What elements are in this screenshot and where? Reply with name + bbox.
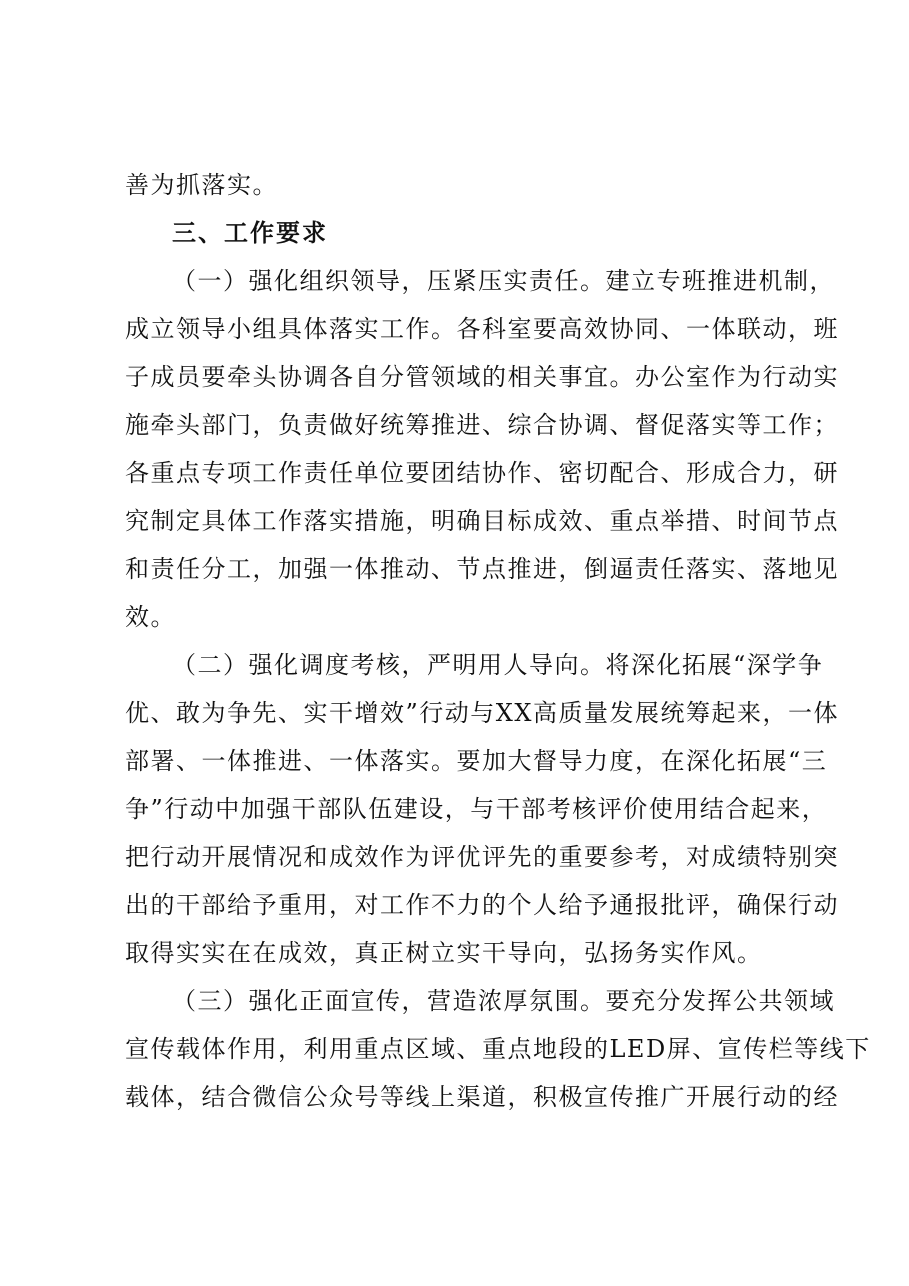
paragraph-1-line-6: 究制定具体工作落实措施，明确目标成效、重点举措、时间节点 bbox=[125, 507, 839, 535]
paragraph-2-line-5: 把行动开展情况和成效作为评优评先的重要参考，对成绩特别突 bbox=[125, 843, 839, 871]
paragraph-2-line-1: （二）强化调度考核，严明用人导向。将深化拓展“深学争 bbox=[172, 651, 824, 679]
text-line-continuation: 善为抓落实。 bbox=[125, 171, 278, 199]
paragraph-2-line-2: 优、敢为争先、实干增效”行动与XX高质量发展统筹起来，一体 bbox=[125, 699, 839, 727]
paragraph-1-line-3: 子成员要牵头协调各自分管领域的相关事宜。办公室作为行动实 bbox=[125, 363, 839, 391]
paragraph-1-line-2: 成立领导小组具体落实工作。各科室要高效协同、一体联动，班 bbox=[125, 315, 839, 343]
paragraph-1-line-7: 和责任分工，加强一体推动、节点推进，倒逼责任落实、落地见 bbox=[125, 555, 839, 583]
paragraph-2-line-3: 部署、一体推进、一体落实。要加大督导力度，在深化拓展“三 bbox=[125, 747, 828, 775]
paragraph-3-line-2: 宣传载体作用，利用重点区域、重点地段的LED屏、宣传栏等线下 bbox=[125, 1035, 871, 1063]
paragraph-2-line-6: 出的干部给予重用，对工作不力的个人给予通报批评，确保行动 bbox=[125, 891, 839, 919]
paragraph-2-line-7: 取得实实在在成效，真正树立实干导向，弘扬务实作风。 bbox=[125, 939, 763, 967]
paragraph-1-line-4: 施牵头部门，负责做好统筹推进、综合协调、督促落实等工作； bbox=[125, 411, 839, 439]
paragraph-1-line-1: （一）强化组织领导，压紧压实责任。建立专班推进机制， bbox=[172, 267, 835, 295]
paragraph-1-line-8: 效。 bbox=[125, 603, 176, 631]
paragraph-3-line-1: （三）强化正面宣传，营造浓厚氛围。要充分发挥公共领域 bbox=[172, 987, 835, 1015]
paragraph-1-line-5: 各重点专项工作责任单位要团结协作、密切配合、形成合力，研 bbox=[125, 459, 839, 487]
paragraph-2-line-4: 争”行动中加强干部队伍建设，与干部考核评价使用结合起来， bbox=[125, 795, 828, 823]
paragraph-3-line-3: 载体，结合微信公众号等线上渠道，积极宣传推广开展行动的经 bbox=[125, 1083, 839, 1111]
section-heading-work-requirements: 三、工作要求 bbox=[172, 219, 328, 247]
